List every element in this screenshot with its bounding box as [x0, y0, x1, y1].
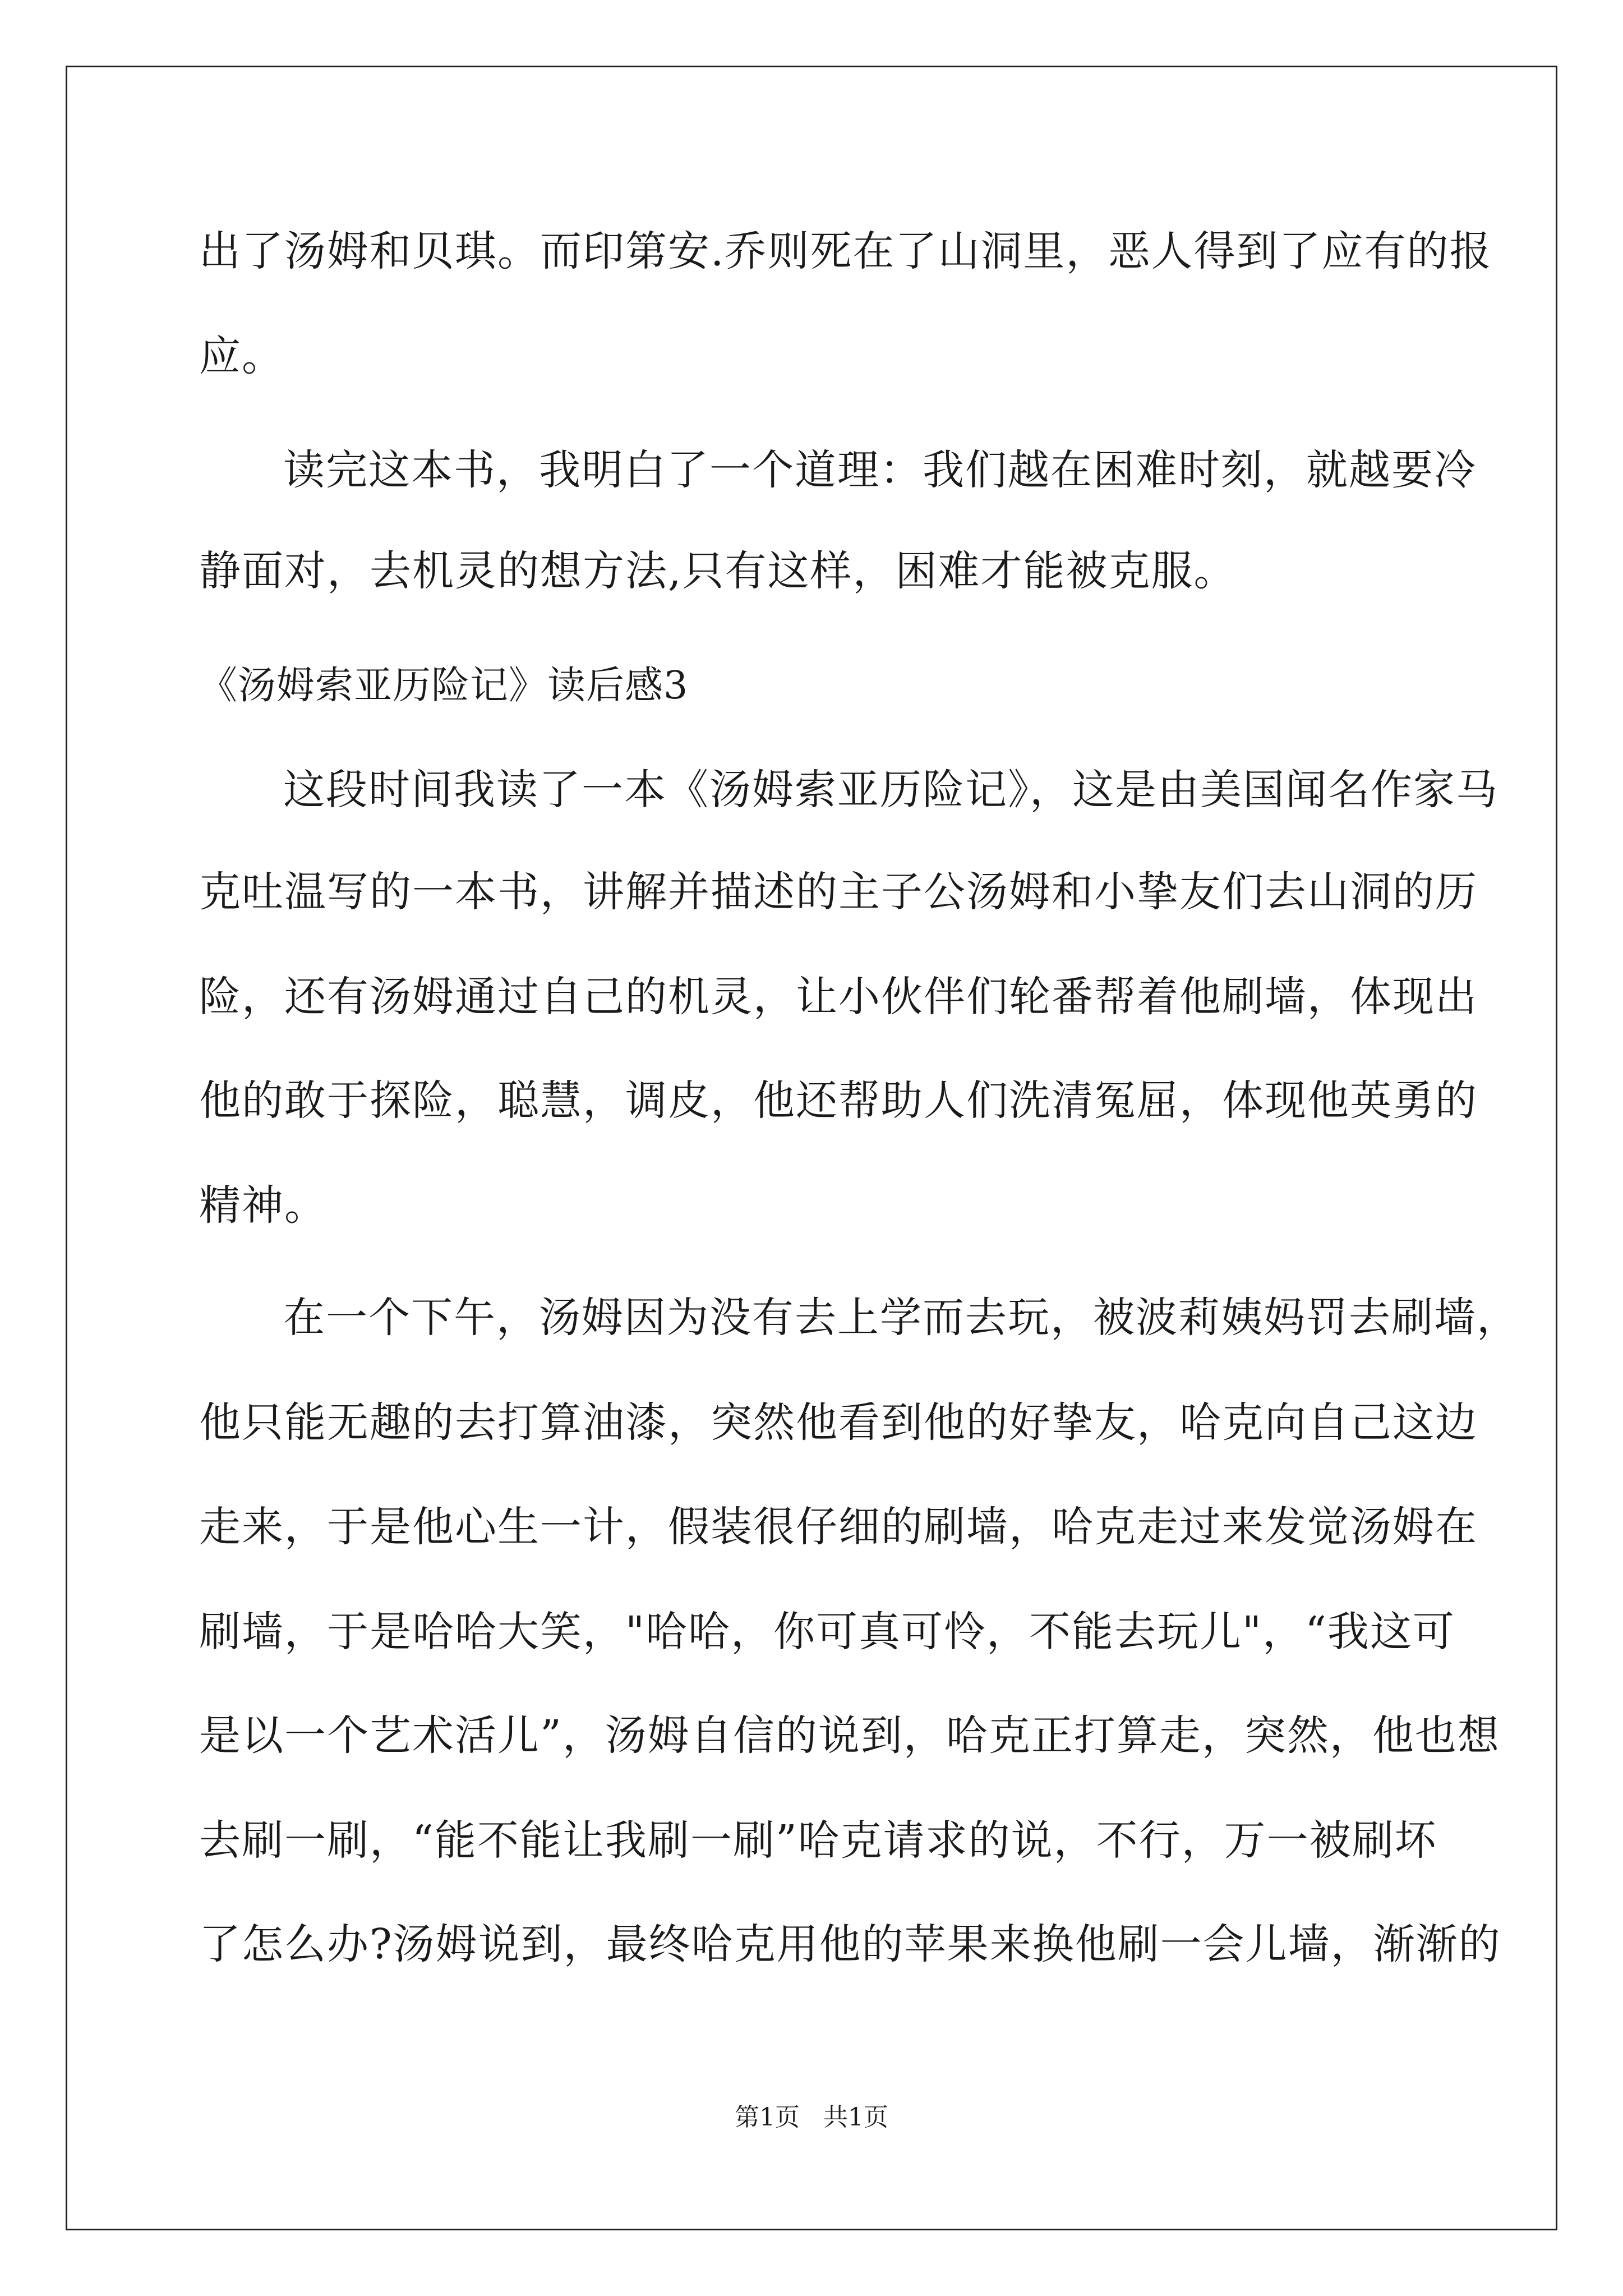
paragraph-line: 这段时间我读了一本《汤姆索亚历险记》，这是由美国闻名作家马: [283, 766, 1498, 814]
text-line: 走来，于是他心生一计，假装很仔细的刷墙，哈克走过来发觉汤姆在: [199, 1503, 1478, 1551]
page-border: [66, 66, 1557, 2230]
text-line: 应。: [199, 332, 284, 380]
text-line: 刷墙，于是哈哈大笑，"哈哈，你可真可怜，不能去玩儿"，“我这可: [199, 1608, 1455, 1656]
page-footer: 第1页 共1页: [735, 2103, 888, 2132]
text-line: 他的敢于探险，聪慧，调皮，他还帮助人们洗清冤屈，体现他英勇的: [199, 1076, 1478, 1125]
text-line: 出了汤姆和贝琪。而印第安.乔则死在了山洞里，恶人得到了应有的报: [199, 227, 1492, 275]
text-line: 克吐温写的一本书，讲解并描述的主子公汤姆和小挚友们去山洞的历: [199, 868, 1478, 916]
paragraph-line: 读完这本书，我明白了一个道理：我们越在困难时刻，就越要冷: [283, 446, 1477, 494]
paragraph-line: 在一个下午，汤姆因为没有去上学而去玩，被波莉姨妈罚去刷墙，: [283, 1294, 1519, 1342]
text-line: 险，还有汤姆通过自己的机灵，让小伙伴们轮番帮着他刷墙，体现出: [199, 973, 1478, 1021]
text-line: 去刷一刷，“能不能让我刷一刷”哈克请求的说，不行，万一被刷坏: [199, 1816, 1437, 1865]
text-line: 静面对，去机灵的想方法,只有这样，困难才能被克服。: [199, 547, 1237, 595]
text-line: 是以一个艺术活儿”，汤姆自信的说到，哈克正打算走，突然，他也想: [199, 1711, 1500, 1760]
text-line: 了怎么办?汤姆说到，最终哈克用他的苹果来换他刷一会儿墙，渐渐的: [199, 1920, 1501, 1968]
text-line: 精神。: [199, 1181, 327, 1230]
text-line: 他只能无趣的去打算油漆，突然他看到他的好挚友，哈克向自己这边: [199, 1398, 1478, 1447]
section-heading: 《汤姆索亚历险记》读后感3: [199, 664, 689, 708]
